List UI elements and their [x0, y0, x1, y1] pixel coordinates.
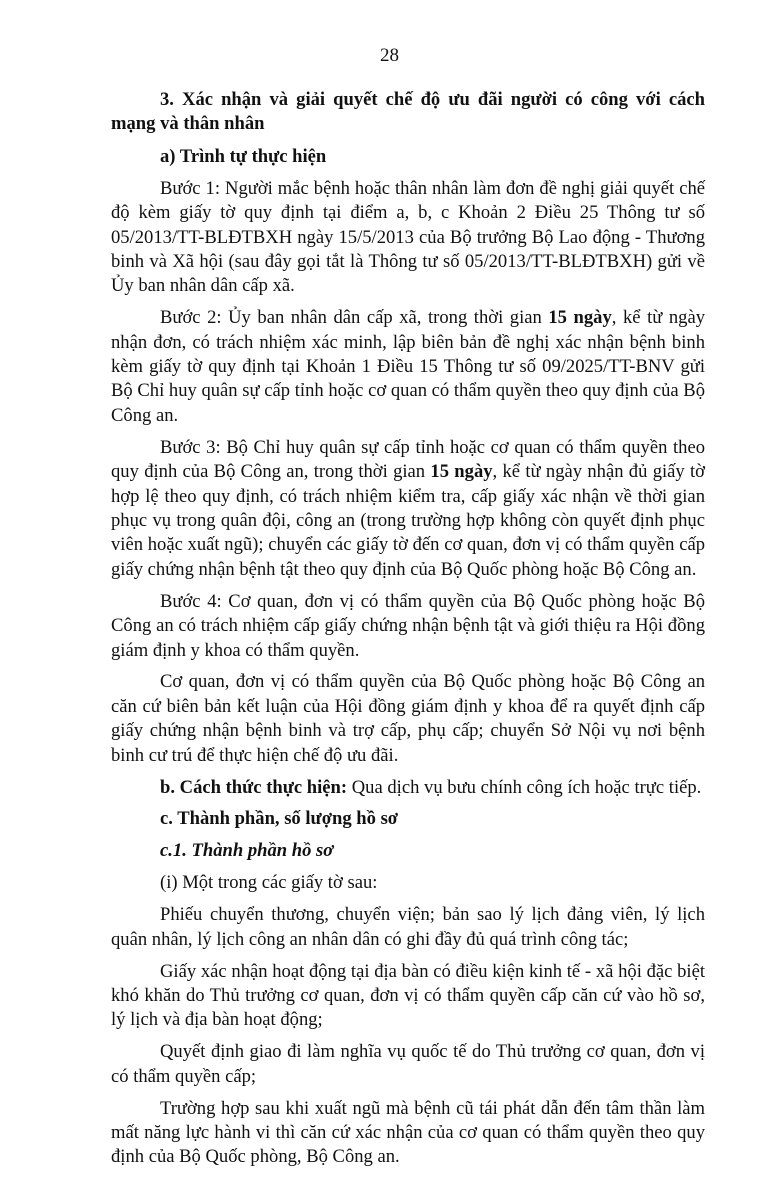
step-3-text-after: , kể từ ngày nhận đủ giấy tờ hợp lệ theo quy định, có trách nhiệm kiểm tra, cấp giấy xác nhận về thời gian phục vụ trong quân đội, công an (trong trường hợp không còn quyết định phục viên hoặc xuất ngũ); chuyển các giấy tờ đến cơ quan, đơn vị có thẩm quyền cấp giấy chứng nhận bệnh tật theo quy định của Bộ Quốc phòng hoặc Bộ Công an.	[111, 461, 706, 580]
step-4-text: Bước 4: Cơ quan, đơn vị có thẩm quyền của Bộ Quốc phòng hoặc Bộ Công an có trách nhiệm cấp giấy chứng nhận bệnh tật và giới thiệu ra Hội đồng giám định y khoa có thẩm quyền.	[111, 590, 705, 661]
step-4-followup-paragraph	[111, 670, 705, 768]
step-4-followup-text: Cơ quan, đơn vị có thẩm quyền của Bộ Quốc phòng hoặc Bộ Công an căn cứ biên bản kết luận của Hội đồng giám định y khoa để ra quyết định cấp giấy chứng nhận bệnh binh và trợ cấp, phụ cấp; chuyển Sở Nội vụ nơi bệnh binh cư trú để thực hiện chế độ ưu đãi.	[111, 671, 705, 766]
dossier-item: Trường hợp sau khi xuất ngũ mà bệnh cũ tái phát dẫn đến tâm thần làm mất năng lực hành vi thì căn cứ xác nhận của cơ quan có thẩm quyền theo quy định của Bộ Quốc phòng, Bộ Công an.	[111, 1097, 705, 1168]
step-3-text-before: Bước 3: Bộ Chỉ huy quân sự cấp tỉnh hoặc cơ quan có thẩm quyền theo quy định của Bộ Công an, trong thời gian	[111, 436, 705, 483]
step-2-text-after: , kể từ ngày nhận đơn, có trách nhiệm xác minh, lập biên bản đề nghị xác nhận bệnh binh kèm giấy tờ quy định tại Khoản 1 Điều 15 Thông tư số 09/2025/TT-BNV gửi Bộ Chỉ huy quân sự cấp tỉnh hoặc cơ quan có thẩm quyền theo quy định của Bộ Công an.	[111, 307, 706, 426]
page-number: 28	[380, 45, 399, 66]
step-1-paragraph	[111, 177, 705, 299]
step-3-paragraph	[111, 436, 705, 582]
method-text: Qua dịch vụ bưu chính công ích hoặc trực tiếp.	[347, 776, 702, 798]
heading-c1-dossier-components: c.1. Thành phần hồ sơ	[160, 840, 334, 862]
page-content	[111, 88, 705, 1177]
dossier-item: Giấy xác nhận hoạt động tại địa bàn có điều kiện kinh tế - xã hội đặc biệt khó khăn do Thủ trưởng cơ quan, đơn vị có thẩm quyền cấp căn cứ vào hồ sơ, lý lịch và địa bàn hoạt động;	[111, 960, 705, 1031]
method-paragraph	[111, 776, 705, 800]
dossier-item: Phiếu chuyển thương, chuyển viện; bản sao lý lịch đảng viên, lý lịch quân nhân, lý lịch công an nhân dân có ghi đầy đủ quá trình công tác;	[111, 904, 705, 950]
step-3-deadline: 15 ngày	[430, 461, 493, 483]
heading-c-dossier: c. Thành phần, số lượng hồ sơ	[160, 808, 399, 830]
step-2-paragraph	[111, 306, 705, 428]
step-4-paragraph	[111, 590, 705, 663]
step-2-deadline: 15 ngày	[548, 307, 612, 329]
method-label: b. Cách thức thực hiện:	[160, 776, 348, 798]
step-2-text-before: Bước 2: Ủy ban nhân dân cấp xã, trong thời gian	[160, 307, 549, 329]
heading-a-procedure: a) Trình tự thực hiện	[160, 145, 327, 167]
dossier-intro: (i) Một trong các giấy tờ sau:	[160, 872, 378, 894]
dossier-item: Quyết định giao đi làm nghĩa vụ quốc tế do Thủ trưởng cơ quan, đơn vị có thẩm quyền cấp;	[111, 1041, 705, 1087]
section-title: 3. Xác nhận và giải quyết chế độ ưu đãi người có công với cách mạng và thân nhân	[111, 89, 705, 135]
step-1-text: Bước 1: Người mắc bệnh hoặc thân nhân làm đơn đề nghị giải quyết chế độ kèm giấy tờ quy định tại điểm a, b, c Khoản 2 Điều 25 Thông tư số 05/2013/TT-BLĐTBXH ngày 15/5/2013 của Bộ trưởng Bộ Lao động - Thương binh và Xã hội (sau đây gọi tắt là Thông tư số 05/2013/TT-BLĐTBXH) gửi về Ủy ban nhân dân cấp xã.	[111, 177, 705, 297]
